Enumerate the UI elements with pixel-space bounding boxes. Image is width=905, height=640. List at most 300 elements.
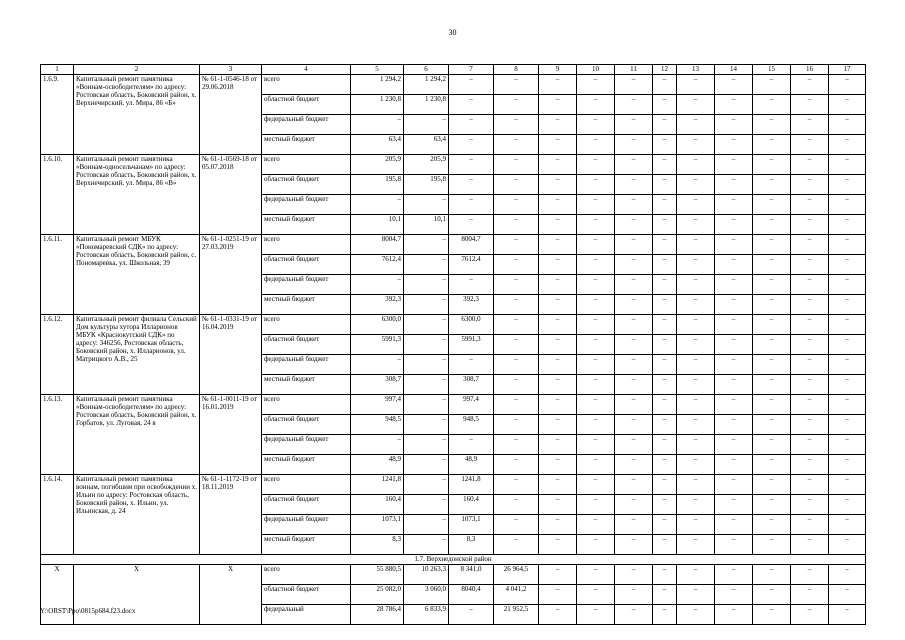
- funding-source: федеральный бюджет: [262, 355, 351, 375]
- value-col9: –: [539, 475, 577, 495]
- column-number: 5: [351, 65, 404, 75]
- value-col14: –: [715, 115, 753, 135]
- value-col16: –: [791, 535, 829, 555]
- value-col17: –: [829, 195, 866, 215]
- value-col15: –: [753, 565, 791, 585]
- value-col14: –: [715, 215, 753, 235]
- value-col13: –: [677, 355, 715, 375]
- value-col12: –: [653, 415, 677, 435]
- value-col12: –: [653, 255, 677, 275]
- column-number: 14: [715, 65, 753, 75]
- column-number: 6: [404, 65, 449, 75]
- value-col7: 8 341,0: [449, 565, 494, 585]
- value-col6: 195,8: [404, 175, 449, 195]
- funding-source: областной бюджет: [262, 495, 351, 515]
- value-col9: –: [539, 335, 577, 355]
- value-col7: 1241,8: [449, 475, 494, 495]
- value-col14: –: [715, 155, 753, 175]
- funding-source: областной бюджет: [262, 175, 351, 195]
- value-col9: –: [539, 155, 577, 175]
- value-col8: –: [494, 215, 539, 235]
- value-col8: –: [494, 235, 539, 255]
- value-col7: –: [449, 275, 494, 295]
- value-col8: –: [494, 395, 539, 415]
- funding-source: местный бюджет: [262, 455, 351, 475]
- value-col10: –: [577, 455, 615, 475]
- funding-source: областной бюджет: [262, 95, 351, 115]
- value-col15: –: [753, 515, 791, 535]
- value-col6: –: [404, 355, 449, 375]
- value-col5: 8004,7: [351, 235, 404, 255]
- value-col11: –: [615, 315, 653, 335]
- value-col10: –: [577, 435, 615, 455]
- value-col17: –: [829, 455, 866, 475]
- funding-source: федеральный бюджет: [262, 115, 351, 135]
- value-col17: –: [829, 565, 866, 585]
- value-col15: –: [753, 195, 791, 215]
- funding-source: всего: [262, 565, 351, 585]
- value-col9: –: [539, 255, 577, 275]
- value-col13: –: [677, 95, 715, 115]
- value-col14: –: [715, 535, 753, 555]
- value-col13: –: [677, 435, 715, 455]
- value-col14: –: [715, 605, 753, 625]
- value-col8: –: [494, 495, 539, 515]
- value-col10: –: [577, 335, 615, 355]
- value-col9: –: [539, 135, 577, 155]
- value-col11: –: [615, 495, 653, 515]
- value-col12: –: [653, 115, 677, 135]
- value-col8: –: [494, 95, 539, 115]
- value-col7: 8,3: [449, 535, 494, 555]
- value-col10: –: [577, 135, 615, 155]
- value-col16: –: [791, 275, 829, 295]
- value-col10: –: [577, 295, 615, 315]
- funding-source: всего: [262, 155, 351, 175]
- value-col10: –: [577, 155, 615, 175]
- value-col5: –: [351, 195, 404, 215]
- value-col10: –: [577, 415, 615, 435]
- value-col12: –: [653, 195, 677, 215]
- item-document: № 61-1-0251-19 от 27.03.2019: [200, 235, 262, 315]
- value-col9: –: [539, 495, 577, 515]
- value-col11: –: [615, 135, 653, 155]
- value-col8: –: [494, 335, 539, 355]
- value-col17: –: [829, 255, 866, 275]
- value-col10: –: [577, 535, 615, 555]
- item-number: 1.6.9.: [41, 75, 74, 155]
- column-number: 8: [494, 65, 539, 75]
- value-col14: –: [715, 475, 753, 495]
- value-col8: –: [494, 315, 539, 335]
- value-col8: –: [494, 455, 539, 475]
- value-col16: –: [791, 315, 829, 335]
- column-number: 1: [41, 65, 74, 75]
- value-col10: –: [577, 235, 615, 255]
- value-col13: –: [677, 335, 715, 355]
- value-col7: –: [449, 135, 494, 155]
- value-col11: –: [615, 95, 653, 115]
- value-col17: –: [829, 235, 866, 255]
- value-col15: –: [753, 375, 791, 395]
- value-col16: –: [791, 565, 829, 585]
- value-col11: –: [615, 195, 653, 215]
- value-col7: –: [449, 195, 494, 215]
- value-col14: –: [715, 175, 753, 195]
- value-col5: 195,8: [351, 175, 404, 195]
- value-col15: –: [753, 135, 791, 155]
- value-col17: –: [829, 435, 866, 455]
- column-number: 16: [791, 65, 829, 75]
- value-col5: 308,7: [351, 375, 404, 395]
- item-name: Капитальный ремонт памятника «Воинам-освободителям» по адресу: Ростовская область, Боковский район, х. Верхнечирский, ул. Мира, 86 «Б»: [74, 75, 200, 155]
- value-col14: –: [715, 585, 753, 605]
- value-col17: –: [829, 415, 866, 435]
- value-col17: –: [829, 375, 866, 395]
- value-col9: –: [539, 95, 577, 115]
- value-col10: –: [577, 255, 615, 275]
- value-col10: –: [577, 195, 615, 215]
- value-col5: –: [351, 115, 404, 135]
- value-col11: –: [615, 115, 653, 135]
- value-col13: –: [677, 535, 715, 555]
- value-col9: –: [539, 415, 577, 435]
- value-col13: –: [677, 135, 715, 155]
- value-col15: –: [753, 255, 791, 275]
- column-number: 2: [74, 65, 200, 75]
- budget-row: [41, 155, 866, 175]
- value-col5: 10,1: [351, 215, 404, 235]
- funding-source: местный бюджет: [262, 375, 351, 395]
- value-col5: 948,5: [351, 415, 404, 435]
- summary-col3: Х: [200, 565, 262, 625]
- value-col14: –: [715, 195, 753, 215]
- value-col12: –: [653, 135, 677, 155]
- value-col14: –: [715, 315, 753, 335]
- value-col16: –: [791, 115, 829, 135]
- budget-table: [40, 64, 866, 625]
- value-col14: –: [715, 515, 753, 535]
- value-col11: –: [615, 455, 653, 475]
- value-col15: –: [753, 535, 791, 555]
- item-document: № 61-1-0011-19 от 16.01.2019: [200, 395, 262, 475]
- value-col14: –: [715, 395, 753, 415]
- value-col16: –: [791, 255, 829, 275]
- value-col13: –: [677, 275, 715, 295]
- summary-col2: Х: [74, 565, 200, 625]
- value-col12: –: [653, 535, 677, 555]
- value-col17: –: [829, 115, 866, 135]
- value-col13: –: [677, 375, 715, 395]
- value-col10: –: [577, 275, 615, 295]
- value-col11: –: [615, 355, 653, 375]
- value-col11: –: [615, 565, 653, 585]
- value-col10: –: [577, 495, 615, 515]
- value-col9: –: [539, 355, 577, 375]
- funding-source: федеральный бюджет: [262, 515, 351, 535]
- value-col7: 1073,1: [449, 515, 494, 535]
- value-col6: –: [404, 395, 449, 415]
- value-col14: –: [715, 355, 753, 375]
- value-col8: –: [494, 295, 539, 315]
- value-col12: –: [653, 495, 677, 515]
- value-col8: –: [494, 135, 539, 155]
- value-col9: –: [539, 175, 577, 195]
- budget-row: [41, 565, 866, 585]
- value-col7: 8004,7: [449, 235, 494, 255]
- value-col6: –: [404, 115, 449, 135]
- budget-row: [41, 235, 866, 255]
- value-col14: –: [715, 335, 753, 355]
- value-col14: –: [715, 295, 753, 315]
- budget-row: [41, 475, 866, 495]
- value-col6: 1 230,8: [404, 95, 449, 115]
- value-col8: –: [494, 195, 539, 215]
- value-col13: –: [677, 315, 715, 335]
- funding-source: федеральный бюджет: [262, 195, 351, 215]
- value-col12: –: [653, 315, 677, 335]
- value-col7: 7612,4: [449, 255, 494, 275]
- value-col12: –: [653, 455, 677, 475]
- value-col11: –: [615, 585, 653, 605]
- value-col17: –: [829, 395, 866, 415]
- value-col8: 26 964,5: [494, 565, 539, 585]
- value-col15: –: [753, 455, 791, 475]
- item-name: Капитальный ремонт МБУК «Пономаревский СДК» по адресу: Ростовская область, Боковский район, с. Пономаревка, ул. Школьная, 39: [74, 235, 200, 315]
- funding-source: областной бюджет: [262, 335, 351, 355]
- value-col12: –: [653, 605, 677, 625]
- value-col11: –: [615, 75, 653, 95]
- value-col13: –: [677, 455, 715, 475]
- value-col16: –: [791, 215, 829, 235]
- value-col13: –: [677, 515, 715, 535]
- value-col15: –: [753, 335, 791, 355]
- value-col6: –: [404, 535, 449, 555]
- footer-file-path: Y:\ORST\Ppo\0815p684.f23.docx: [40, 607, 136, 615]
- funding-source: местный бюджет: [262, 535, 351, 555]
- value-col16: –: [791, 515, 829, 535]
- value-col8: 4 041,2: [494, 585, 539, 605]
- value-col16: –: [791, 395, 829, 415]
- value-col5: 8,3: [351, 535, 404, 555]
- value-col6: –: [404, 475, 449, 495]
- value-col16: –: [791, 95, 829, 115]
- value-col7: –: [449, 435, 494, 455]
- value-col5: 997,4: [351, 395, 404, 415]
- value-col14: –: [715, 415, 753, 435]
- budget-row: [41, 75, 866, 95]
- page-number: 30: [448, 28, 457, 37]
- value-col9: –: [539, 195, 577, 215]
- value-col6: –: [404, 415, 449, 435]
- value-col12: –: [653, 585, 677, 605]
- value-col11: –: [615, 175, 653, 195]
- value-col13: –: [677, 155, 715, 175]
- value-col5: 160,4: [351, 495, 404, 515]
- value-col17: –: [829, 475, 866, 495]
- value-col6: 3 060,0: [404, 585, 449, 605]
- value-col16: –: [791, 295, 829, 315]
- value-col7: 308,7: [449, 375, 494, 395]
- column-number: 9: [539, 65, 577, 75]
- value-col8: –: [494, 475, 539, 495]
- value-col15: –: [753, 95, 791, 115]
- value-col15: –: [753, 175, 791, 195]
- value-col11: –: [615, 605, 653, 625]
- value-col14: –: [715, 255, 753, 275]
- value-col17: –: [829, 295, 866, 315]
- value-col13: –: [677, 195, 715, 215]
- value-col17: –: [829, 275, 866, 295]
- value-col5: 205,9: [351, 155, 404, 175]
- value-col6: 205,9: [404, 155, 449, 175]
- value-col5: 55 880,5: [351, 565, 404, 585]
- value-col15: –: [753, 475, 791, 495]
- value-col6: –: [404, 515, 449, 535]
- value-col11: –: [615, 535, 653, 555]
- value-col15: –: [753, 75, 791, 95]
- value-col7: –: [449, 155, 494, 175]
- value-col8: –: [494, 75, 539, 95]
- item-document: № 61-1-0569-18 от 05.07.2018: [200, 155, 262, 235]
- value-col16: –: [791, 175, 829, 195]
- value-col7: 5991,3: [449, 335, 494, 355]
- value-col11: –: [615, 475, 653, 495]
- value-col14: –: [715, 135, 753, 155]
- budget-row: [41, 395, 866, 415]
- value-col16: –: [791, 375, 829, 395]
- value-col16: –: [791, 195, 829, 215]
- value-col7: 8040,4: [449, 585, 494, 605]
- item-name: Капитальный ремонт памятника «Воинам-односельчанам» по адресу: Ростовская область, Боковский район, х. Верхнечирский, ул. Мира, 86 «В»: [74, 155, 200, 235]
- value-col16: –: [791, 605, 829, 625]
- summary-col1: Х: [41, 565, 74, 625]
- value-col7: 997,4: [449, 395, 494, 415]
- value-col7: –: [449, 175, 494, 195]
- value-col5: 48,9: [351, 455, 404, 475]
- value-col12: –: [653, 75, 677, 95]
- value-col5: 25 082,0: [351, 585, 404, 605]
- value-col9: –: [539, 565, 577, 585]
- value-col9: –: [539, 455, 577, 475]
- value-col13: –: [677, 75, 715, 95]
- item-document: № 61-1-0331-19 от 16.04.2019: [200, 315, 262, 395]
- value-col14: –: [715, 495, 753, 515]
- value-col15: –: [753, 275, 791, 295]
- value-col12: –: [653, 155, 677, 175]
- item-number: 1.6.12.: [41, 315, 74, 395]
- value-col6: –: [404, 455, 449, 475]
- column-number: 11: [615, 65, 653, 75]
- value-col13: –: [677, 495, 715, 515]
- value-col6: 63,4: [404, 135, 449, 155]
- value-col13: –: [677, 395, 715, 415]
- value-col10: –: [577, 515, 615, 535]
- value-col12: –: [653, 375, 677, 395]
- value-col15: –: [753, 215, 791, 235]
- value-col12: –: [653, 175, 677, 195]
- value-col10: –: [577, 175, 615, 195]
- value-col14: –: [715, 75, 753, 95]
- value-col14: –: [715, 375, 753, 395]
- value-col6: 1 294,2: [404, 75, 449, 95]
- value-col11: –: [615, 155, 653, 175]
- value-col11: –: [615, 295, 653, 315]
- value-col7: –: [449, 115, 494, 135]
- section-title: 1.7. Верхнедонской район: [41, 555, 866, 565]
- value-col12: –: [653, 355, 677, 375]
- value-col14: –: [715, 235, 753, 255]
- value-col17: –: [829, 535, 866, 555]
- value-col17: –: [829, 495, 866, 515]
- value-col10: –: [577, 565, 615, 585]
- value-col11: –: [615, 375, 653, 395]
- value-col5: 392,3: [351, 295, 404, 315]
- value-col16: –: [791, 355, 829, 375]
- value-col5: 1 294,2: [351, 75, 404, 95]
- value-col16: –: [791, 495, 829, 515]
- funding-source: местный бюджет: [262, 215, 351, 235]
- value-col16: –: [791, 155, 829, 175]
- funding-source: всего: [262, 315, 351, 335]
- value-col13: –: [677, 565, 715, 585]
- value-col6: –: [404, 375, 449, 395]
- value-col17: –: [829, 155, 866, 175]
- value-col5: 7612,4: [351, 255, 404, 275]
- value-col17: –: [829, 515, 866, 535]
- value-col12: –: [653, 565, 677, 585]
- value-col13: –: [677, 115, 715, 135]
- value-col7: 6300,0: [449, 315, 494, 335]
- value-col15: –: [753, 235, 791, 255]
- value-col15: –: [753, 295, 791, 315]
- value-col10: –: [577, 375, 615, 395]
- value-col14: –: [715, 565, 753, 585]
- value-col6: –: [404, 235, 449, 255]
- value-col8: –: [494, 435, 539, 455]
- funding-source: местный бюджет: [262, 295, 351, 315]
- value-col6: –: [404, 495, 449, 515]
- column-number: 15: [753, 65, 791, 75]
- item-number: 1.6.10.: [41, 155, 74, 235]
- funding-source: местный бюджет: [262, 135, 351, 155]
- funding-source: всего: [262, 235, 351, 255]
- section-row: [41, 555, 866, 565]
- value-col10: –: [577, 115, 615, 135]
- value-col7: 160,4: [449, 495, 494, 515]
- funding-source: всего: [262, 395, 351, 415]
- value-col15: –: [753, 315, 791, 335]
- item-number: 1.6.14.: [41, 475, 74, 555]
- column-number: 10: [577, 65, 615, 75]
- value-col5: 1241,8: [351, 475, 404, 495]
- value-col9: –: [539, 375, 577, 395]
- item-name: Капитальный ремонт памятника воинам, погибшим при освобождении х. Ильин по адресу: Ростовская область, Боковский район, х. Ильин, ул. Ильинская, д. 24: [74, 475, 200, 555]
- value-col16: –: [791, 475, 829, 495]
- value-col5: 28 786,4: [351, 605, 404, 625]
- value-col13: –: [677, 215, 715, 235]
- funding-source: областной бюджет: [262, 255, 351, 275]
- column-number: 12: [653, 65, 677, 75]
- value-col11: –: [615, 235, 653, 255]
- value-col15: –: [753, 435, 791, 455]
- value-col8: –: [494, 275, 539, 295]
- funding-source: федеральный: [262, 605, 351, 625]
- value-col13: –: [677, 175, 715, 195]
- value-col9: –: [539, 235, 577, 255]
- budget-row: [41, 315, 866, 335]
- value-col12: –: [653, 395, 677, 415]
